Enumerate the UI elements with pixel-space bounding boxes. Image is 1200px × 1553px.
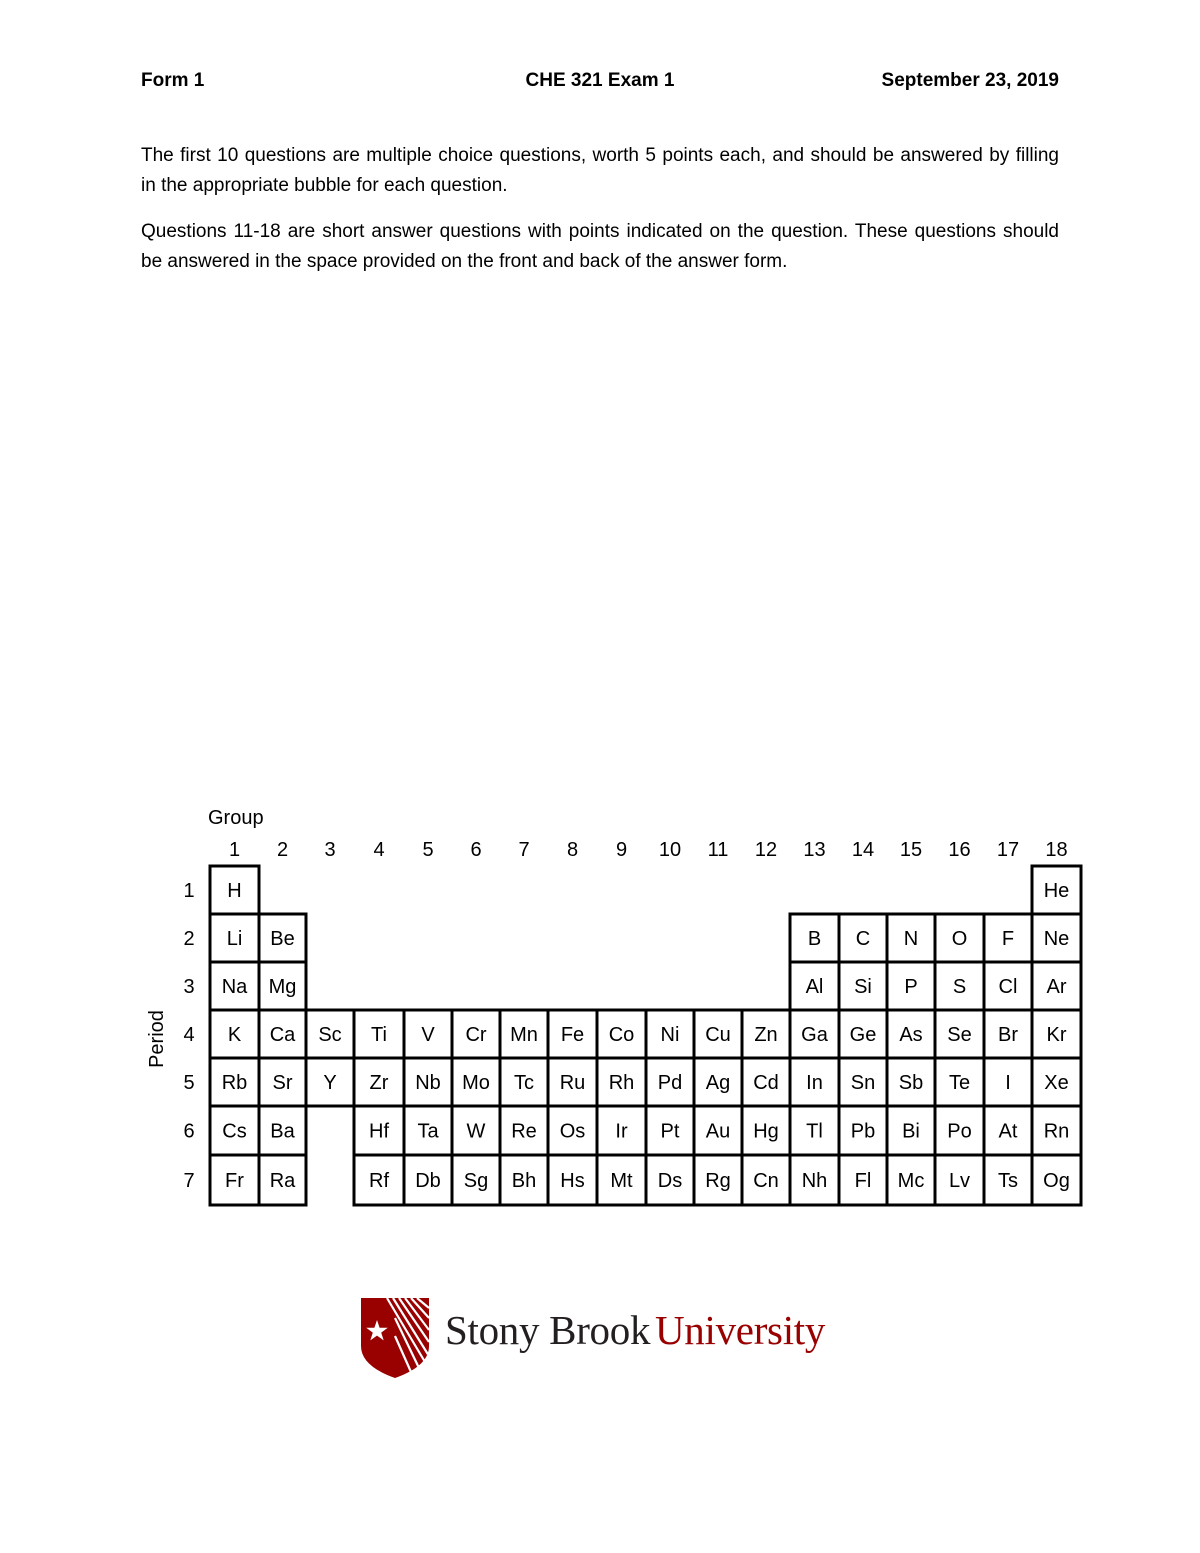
element-symbol: Ga bbox=[801, 1024, 828, 1046]
element-symbol: Po bbox=[947, 1120, 972, 1143]
group-number: 2 bbox=[276, 839, 289, 861]
element-symbol: F bbox=[1001, 928, 1015, 950]
element-symbol: Y bbox=[323, 1072, 337, 1094]
university-shield-icon bbox=[355, 1290, 435, 1385]
element-symbol: Hs bbox=[560, 1170, 585, 1192]
element-symbol: Se bbox=[947, 1024, 972, 1046]
element-symbol: Rn bbox=[1043, 1120, 1070, 1143]
element-symbol: Ru bbox=[559, 1072, 586, 1094]
element-symbol: Br bbox=[998, 1024, 1018, 1046]
element-symbol: Cd bbox=[753, 1072, 779, 1094]
element-symbol: Kr bbox=[1046, 1024, 1067, 1046]
element-symbol: Tc bbox=[514, 1072, 534, 1094]
element-symbol: Pb bbox=[850, 1120, 876, 1143]
exam-date: September 23, 2019 bbox=[881, 70, 1059, 91]
element-symbol: C bbox=[855, 928, 871, 950]
period-number: 1 bbox=[183, 880, 195, 902]
element-symbol: Sn bbox=[850, 1072, 876, 1094]
group-number: 10 bbox=[658, 839, 682, 861]
element-symbol: Mo bbox=[462, 1072, 490, 1094]
element-symbol: Cr bbox=[465, 1024, 487, 1046]
element-symbol: Xe bbox=[1044, 1072, 1069, 1094]
group-number: 7 bbox=[518, 839, 530, 861]
element-symbol: Ts bbox=[998, 1170, 1018, 1192]
element-symbol: Fr bbox=[225, 1170, 244, 1192]
element-symbol: Nh bbox=[801, 1170, 828, 1192]
element-symbol: Ds bbox=[657, 1170, 683, 1192]
element-symbol: Ra bbox=[269, 1170, 296, 1192]
group-number: 5 bbox=[422, 839, 434, 861]
element-symbol: Nb bbox=[415, 1072, 441, 1094]
element-symbol: Ti bbox=[371, 1024, 387, 1046]
group-number: 4 bbox=[373, 839, 385, 861]
element-symbol: Hf bbox=[369, 1120, 389, 1143]
period-number: 7 bbox=[183, 1170, 195, 1192]
instruction-paragraph-2: Questions 11-18 are short answer questions with points indicated on the question. These questions should be answered in the space provided on the front and back of the answer form. bbox=[141, 221, 1059, 272]
element-symbol: Ni bbox=[660, 1024, 680, 1046]
element-symbol: W bbox=[466, 1120, 486, 1143]
element-symbol: K bbox=[227, 1024, 242, 1046]
element-symbol: Pd bbox=[657, 1072, 683, 1094]
group-axis-label: Group bbox=[208, 807, 264, 829]
element-symbol: In bbox=[806, 1072, 823, 1094]
element-symbol: Al bbox=[805, 976, 824, 998]
group-number: 18 bbox=[1045, 839, 1068, 861]
form-label: Form 1 bbox=[141, 70, 205, 91]
element-symbol: Mt bbox=[610, 1170, 633, 1192]
element-symbol: N bbox=[903, 928, 919, 950]
group-number: 1 bbox=[228, 839, 241, 861]
element-symbol: Lv bbox=[948, 1170, 971, 1192]
element-symbol: P bbox=[904, 976, 918, 998]
element-symbol: Sr bbox=[272, 1072, 293, 1094]
period-number: 2 bbox=[183, 928, 195, 950]
element-symbol: Rh bbox=[608, 1072, 635, 1094]
element-symbol: Ba bbox=[270, 1120, 295, 1143]
element-symbol: B bbox=[807, 928, 822, 950]
element-symbol: Cu bbox=[705, 1024, 731, 1046]
logo-text-university: University bbox=[655, 1307, 826, 1353]
element-symbol: Rf bbox=[369, 1170, 389, 1192]
period-number: 5 bbox=[183, 1072, 195, 1094]
group-number: 8 bbox=[566, 839, 579, 861]
logo-text-stony-brook: Stony Brook bbox=[445, 1307, 651, 1353]
group-number: 6 bbox=[470, 839, 482, 861]
periodic-table bbox=[130, 800, 1100, 1220]
element-symbol: Be bbox=[270, 928, 295, 950]
element-symbol: Cs bbox=[222, 1120, 247, 1143]
element-symbol: Og bbox=[1043, 1170, 1070, 1192]
element-symbol: Na bbox=[221, 976, 248, 998]
group-number: 16 bbox=[948, 839, 971, 861]
element-symbol: Db bbox=[415, 1170, 441, 1192]
period-axis-label: Period bbox=[146, 1010, 168, 1068]
element-symbol: Ar bbox=[1046, 976, 1067, 998]
element-symbol: H bbox=[227, 880, 242, 902]
group-number: 13 bbox=[803, 839, 826, 861]
element-symbol: Zn bbox=[754, 1024, 778, 1046]
period-number: 6 bbox=[183, 1120, 195, 1143]
group-number: 11 bbox=[707, 839, 729, 861]
element-symbol: Te bbox=[948, 1072, 971, 1094]
period-number: 3 bbox=[183, 976, 195, 998]
page-header bbox=[141, 70, 1059, 98]
element-symbol: Si bbox=[854, 976, 872, 998]
element-symbol: Zr bbox=[369, 1072, 389, 1094]
group-number: 12 bbox=[754, 839, 778, 861]
element-symbol: I bbox=[1005, 1072, 1011, 1094]
element-symbol: Fl bbox=[854, 1170, 872, 1192]
element-symbol: Ge bbox=[849, 1024, 877, 1046]
group-number: 3 bbox=[324, 839, 336, 861]
element-symbol: O bbox=[951, 928, 968, 950]
element-symbol: Mn bbox=[510, 1024, 538, 1046]
element-symbol: Rg bbox=[705, 1170, 731, 1192]
element-symbol: Rb bbox=[221, 1072, 248, 1094]
element-symbol: Bh bbox=[511, 1170, 537, 1192]
course-title: CHE 321 Exam 1 bbox=[525, 70, 675, 91]
element-symbol: Mc bbox=[897, 1170, 925, 1192]
element-symbol: Cn bbox=[753, 1170, 779, 1192]
element-symbol: Tl bbox=[806, 1120, 823, 1143]
element-symbol: Sb bbox=[898, 1072, 924, 1094]
element-symbol: Pt bbox=[660, 1120, 680, 1143]
group-number: 17 bbox=[996, 839, 1020, 861]
stony-brook-university-logo bbox=[355, 1290, 845, 1385]
element-symbol: Cl bbox=[998, 976, 1018, 998]
element-symbol: Ca bbox=[269, 1024, 296, 1046]
element-symbol: Os bbox=[559, 1120, 586, 1143]
element-symbol: S bbox=[952, 976, 967, 998]
group-number: 15 bbox=[899, 839, 923, 861]
element-symbol: Mg bbox=[268, 976, 297, 998]
element-symbol: Li bbox=[226, 928, 243, 950]
element-symbol: Bi bbox=[902, 1120, 920, 1143]
element-symbol: Co bbox=[608, 1024, 635, 1046]
element-symbol: Ag bbox=[705, 1072, 731, 1094]
period-number: 4 bbox=[183, 1024, 195, 1046]
element-symbol: Sg bbox=[463, 1170, 489, 1192]
element-symbol: Re bbox=[511, 1120, 537, 1143]
element-symbol: Ta bbox=[417, 1120, 439, 1143]
element-symbol: Ir bbox=[615, 1120, 628, 1143]
element-symbol: Hg bbox=[753, 1120, 779, 1143]
element-symbol: He bbox=[1043, 880, 1070, 902]
element-symbol: V bbox=[421, 1024, 435, 1046]
element-symbol: Ne bbox=[1043, 928, 1070, 950]
element-symbol: At bbox=[998, 1120, 1018, 1143]
element-symbol: Fe bbox=[560, 1024, 585, 1046]
instruction-paragraph-1: The first 10 questions are multiple choice questions, worth 5 points each, and should be answered by filling in the appropriate bubble for each question. bbox=[141, 145, 1059, 196]
element-symbol: As bbox=[899, 1024, 923, 1046]
element-symbol: Sc bbox=[318, 1024, 342, 1046]
element-symbol: Au bbox=[705, 1120, 731, 1143]
group-number: 9 bbox=[615, 839, 628, 861]
group-number: 14 bbox=[851, 839, 875, 861]
